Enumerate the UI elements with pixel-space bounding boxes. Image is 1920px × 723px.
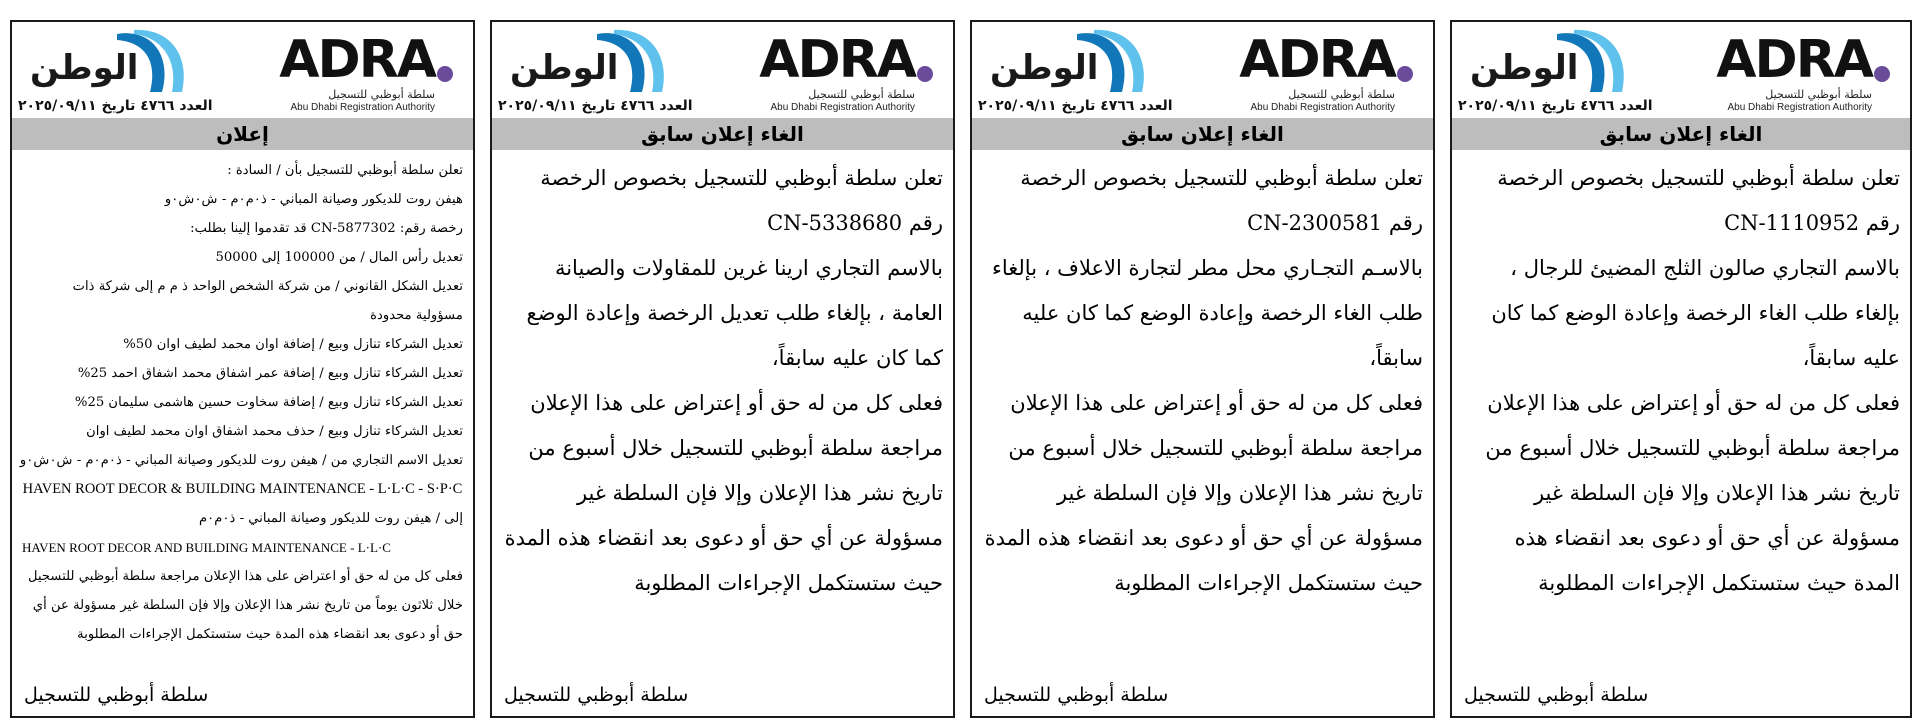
ad-line: تعديل رأس المال / من 100000 إلى 50000: [215, 250, 463, 265]
ad-line-english: HAVEN ROOT DECOR & BUILDING MAINTENANCE - L·L·C - S·P·C: [22, 481, 463, 497]
signature: سلطة أبوظبي للتسجيل: [984, 684, 1169, 706]
adra-logo-text: ADRA: [1716, 30, 1872, 90]
adra-logo-text: ADRA: [1239, 30, 1395, 90]
adra-arabic-name: سلطة أبوظبي للتسجيل: [1765, 88, 1872, 101]
ad-paragraph: فعلى كل من له حق أو إعتراض على هذا الإعلان مراجعة سلطة أبوظبي للتسجيل خلال أسبوع من تاريخ نشر هذا الإعلان وإلا فإن السلطة غير مسؤولة عن أي حق أو دعوى بعد انقضاء هذه المدة حيث ستستكمل الإجراءات المطلوبة: [1485, 391, 1900, 595]
adra-english-name: Abu Dhabi Registration Authority: [290, 102, 435, 113]
alwatan-logo-text: الوطن: [30, 48, 139, 88]
adra-dot-icon: [917, 66, 933, 82]
ad-panel-cancellation: [490, 20, 955, 718]
alwatan-logo: [502, 26, 672, 96]
alwatan-logo: [22, 26, 192, 96]
ad-body: [1452, 150, 1910, 606]
signature: سلطة أبوظبي للتسجيل: [504, 684, 689, 706]
ad-paragraph: بالاسـم التجـاري محل مطر لتجارة الاعلاف ، بإلغاء طلب الغاء الرخصة وإعادة الوضع كما كان عليه سابقاً،: [992, 256, 1423, 370]
alwatan-logo: [982, 26, 1152, 96]
ad-paragraph: بالاسم التجاري صالون الثلج المضيئ للرجال ، بإلغاء طلب الغاء الرخصة وإعادة الوضع كما كان عليه سابقاً،: [1491, 256, 1900, 370]
ad-line: تعديل الشكل القانوني / من شركة الشخص الواحد ذ م م إلى شركة ذات مسؤولية محدودة: [72, 279, 463, 323]
adra-arabic-name: سلطة أبوظبي للتسجيل: [1288, 88, 1395, 101]
ad-body: [972, 150, 1433, 606]
adra-logo: [737, 28, 937, 114]
adra-dot-icon: [1874, 66, 1890, 82]
ad-line: رخصة رقم: CN-5877302 قد تقدموا إلينا بطلب:: [190, 221, 463, 236]
adra-logo-text: ADRA: [279, 30, 435, 90]
issue-date: العدد ٤٧٦٦ تاريخ ٢٠٢٥/٠٩/١١: [498, 98, 693, 114]
ad-line: تعديل الشركاء تنازل وبيع / حذف محمد اشفاق اوان محمد لطيف اوان: [86, 424, 463, 439]
panel-header: [1452, 22, 1910, 118]
adra-english-name: Abu Dhabi Registration Authority: [1250, 102, 1395, 113]
ad-line: تعديل الشركاء تنازل وبيع / إضافة سخاوت حسين هاشمى سليمان 25%: [74, 395, 463, 410]
adra-arabic-name: سلطة أبوظبي للتسجيل: [808, 88, 915, 101]
adra-dot-icon: [437, 66, 453, 82]
adra-logo: [1217, 28, 1417, 114]
ad-body: [12, 150, 473, 649]
ad-line: تعديل الشركاء تنازل وبيع / إضافة اوان محمد لطيف اوان 50%: [123, 337, 463, 352]
ad-title: الغاء إعلان سابق: [972, 118, 1433, 150]
ad-panel-cancellation: [1450, 20, 1912, 718]
ad-paragraph: تعلن سلطة أبوظبي للتسجيل بخصوص الرخصة رقم CN-1110952: [1497, 166, 1900, 235]
issue-date: العدد ٤٧٦٦ تاريخ ٢٠٢٥/٠٩/١١: [18, 98, 213, 114]
ad-paragraph: تعلن سلطة أبوظبي للتسجيل بخصوص الرخصة رقم CN-5338680: [540, 166, 943, 235]
ad-paragraph: بالاسم التجاري ارينا غرين للمقاولات والصيانة العامة ، بإلغاء طلب تعديل الرخصة وإعادة الوضع كما كان عليه سابقاً،: [526, 256, 943, 370]
ad-line: تعديل الشركاء تنازل وبيع / إضافة عمر اشفاق محمد اشفاق احمد 25%: [77, 366, 463, 381]
adra-logo: [1694, 28, 1894, 114]
ad-paragraph: تعلن سلطة أبوظبي للتسجيل بخصوص الرخصة رقم CN-2300581: [1020, 166, 1423, 235]
panel-header: [492, 22, 953, 118]
ad-title: إعلان: [12, 118, 473, 150]
alwatan-logo-text: الوطن: [1470, 48, 1579, 88]
signature: سلطة أبوظبي للتسجيل: [1464, 684, 1649, 706]
issue-date: العدد ٤٧٦٦ تاريخ ٢٠٢٥/٠٩/١١: [978, 98, 1173, 114]
ad-line: إلى / هيفن روت للديكور وصيانة المباني - ذ٠م٠م: [198, 511, 463, 526]
ad-panel-cancellation: [970, 20, 1435, 718]
signature: سلطة أبوظبي للتسجيل: [24, 684, 209, 706]
adra-dot-icon: [1397, 66, 1413, 82]
ad-title: الغاء إعلان سابق: [492, 118, 953, 150]
adra-logo-text: ADRA: [759, 30, 915, 90]
ad-paragraph: فعلى كل من له حق أو إعتراض على هذا الإعلان مراجعة سلطة أبوظبي للتسجيل خلال أسبوع من تاريخ نشر هذا الإعلان وإلا فإن السلطة غير مسؤولة عن أي حق أو دعوى بعد انقضاء هذه المدة حيث ستستكمل الإجراءات المطلوبة: [504, 391, 943, 595]
adra-arabic-name: سلطة أبوظبي للتسجيل: [328, 88, 435, 101]
issue-date: العدد ٤٧٦٦ تاريخ ٢٠٢٥/٠٩/١١: [1458, 98, 1653, 114]
ad-line: تعلن سلطة أبوظبي للتسجيل بأن / السادة :: [227, 163, 463, 178]
ad-body: [492, 150, 953, 606]
ad-title: الغاء إعلان سابق: [1452, 118, 1910, 150]
panel-header: [972, 22, 1433, 118]
ad-paragraph: فعلى كل من له حق أو إعتراض على هذا الإعلان مراجعة سلطة أبوظبي للتسجيل خلال أسبوع من تاريخ نشر هذا الإعلان وإلا فإن السلطة غير مسؤولة عن أي حق أو دعوى بعد انقضاء هذه المدة حيث ستستكمل الإجراءات المطلوبة: [984, 391, 1423, 595]
ad-panel-amendment: [10, 20, 475, 718]
ad-line: فعلى كل من له حق أو اعتراض على هذا الإعلان مراجعة سلطة أبوظبي للتسجيل خلال ثلاثون يوماً من تاريخ نشر هذا الإعلان وإلا فإن السلطة غير مسؤولة عن أي حق أو دعوى بعد انقضاء هذه المدة حيث ستستكمل الإجراءات المطلوبة: [27, 569, 463, 642]
ad-line: هيفن روت للديكور وصيانة المباني - ذ٠م٠م - ش٠ش٠و: [164, 192, 463, 207]
ad-line: تعديل الاسم التجاري من / هيفن روت للديكور وصيانة المباني - ذ٠م٠م - ش٠ش٠و: [19, 453, 463, 468]
ad-line-english: HAVEN ROOT DECOR AND BUILDING MAINTENANCE - L·L·C: [22, 540, 391, 555]
adra-logo: [257, 28, 457, 114]
adra-english-name: Abu Dhabi Registration Authority: [770, 102, 915, 113]
alwatan-logo-text: الوطن: [510, 48, 619, 88]
panel-header: [12, 22, 473, 118]
alwatan-logo-text: الوطن: [990, 48, 1099, 88]
adra-english-name: Abu Dhabi Registration Authority: [1727, 102, 1872, 113]
alwatan-logo: [1462, 26, 1632, 96]
